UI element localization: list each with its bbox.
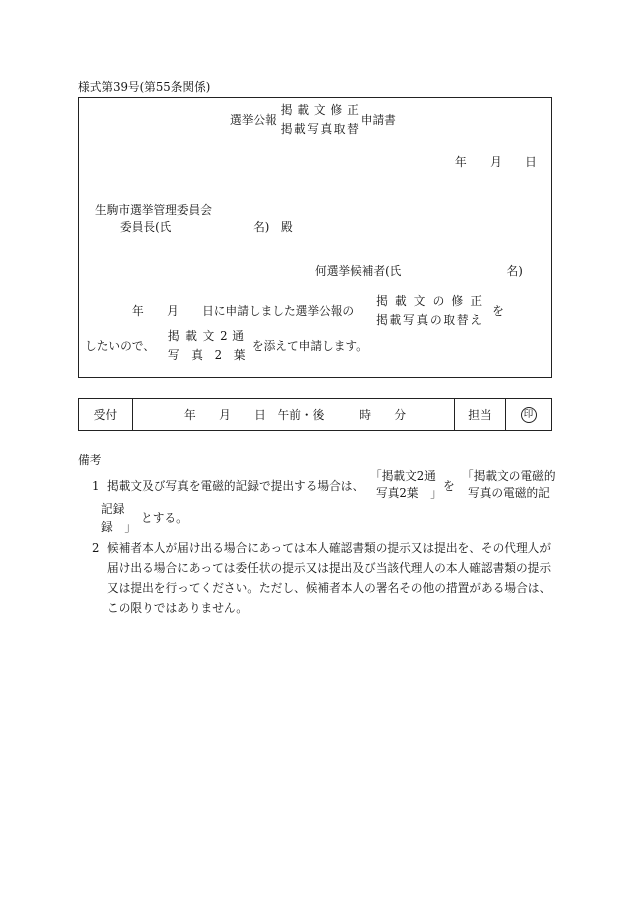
body-line-1-stack-line: 掲載写真の取替え [376, 313, 483, 327]
note-1-stack-b-continued [101, 500, 136, 536]
note-1-stack-a-line: 写真2葉 」 [376, 486, 442, 500]
body-line-1-prefix: 年 月 日に申請しました選挙公報の [132, 304, 355, 318]
note-1-stack-b-cont-line: 録 」 [101, 520, 137, 534]
staff-label-cell [455, 399, 506, 430]
body-line-2-stack [168, 327, 244, 365]
note-1-stack-b-line: 「掲載文の電磁的 [462, 469, 556, 483]
addressee-chair: 委員長(氏 名) 殿 [120, 220, 293, 234]
addressee-org: 生駒市選挙管理委員会 [95, 203, 212, 217]
body-line-1-suffix: を [492, 304, 504, 318]
note-2-line: 候補者本人が届け出る場合にあっては本人確認書類の提示又は提出を、その代理人が [107, 541, 552, 555]
reception-label: 受付 [93, 407, 118, 422]
title-suffix: 申請書 [360, 113, 396, 127]
note-2-line: 又は提出を行ってください。ただし、候補者本人の署名その他の措置がある場合は、 [107, 581, 552, 595]
form-number: 様式第39号(第55条関係) [78, 80, 211, 94]
note-2-number: 2 [92, 541, 100, 555]
reception-datetime: 年 月 日 午前・後 時 分 [184, 407, 407, 422]
body-line-1 [132, 292, 504, 330]
body-line-1-stack-line: 掲 載 文 の 修 正 [376, 294, 483, 308]
application-date: 年 月 日 [455, 155, 537, 169]
application-box [78, 97, 552, 378]
reception-table [78, 398, 552, 431]
note-2-line: 届け出る場合にあっては委任状の提示又は提出及び当該代理人の本人確認書類の提示 [107, 561, 552, 575]
notes-heading: 備考 [78, 453, 102, 467]
note-1-stack-b [462, 468, 556, 502]
title-stack-line: 掲 載 文 修 正 [280, 103, 359, 117]
title-stack [281, 101, 359, 139]
note-1-text: 掲載文及び写真を電磁的記録で提出する場合は、 [107, 479, 365, 493]
seal-cell [506, 399, 551, 430]
seal-text: 印 [523, 408, 534, 420]
title-prefix: 選挙公報 [230, 113, 277, 127]
note-2-line: この限りではありません。 [107, 601, 248, 615]
body-line-2 [85, 327, 368, 365]
body-line-2-stack-line: 写 真 2 葉 [167, 348, 246, 362]
body-line-2-prefix: したいので、 [85, 339, 155, 353]
body-line-2-stack-line: 掲 載 文 2 通 [167, 329, 244, 343]
seal-icon [521, 407, 537, 423]
note-1-stack-b-line: 写真の電磁的記 [468, 486, 550, 500]
title-stack-line: 掲載写真取替 [280, 122, 359, 136]
note-2-text [107, 538, 551, 618]
staff-label: 担当 [468, 407, 492, 422]
reception-label-cell [79, 399, 133, 430]
note-1-number: 1 [92, 479, 100, 493]
note-1-connector: を [443, 479, 455, 493]
note-1-stack-a [370, 468, 442, 502]
body-line-1-stack [376, 292, 482, 330]
reception-datetime-cell [133, 399, 455, 430]
applicant-line: 何選挙候補者(氏 名) [315, 264, 523, 278]
note-1-stack-b-cont-line: 記録 [101, 502, 125, 516]
note-1-stack-a-line: 「掲載文2通 [370, 469, 436, 483]
body-line-2-suffix: を添えて申請します。 [251, 339, 368, 353]
form-title [230, 101, 396, 139]
note-1-ending: とする。 [141, 511, 188, 525]
